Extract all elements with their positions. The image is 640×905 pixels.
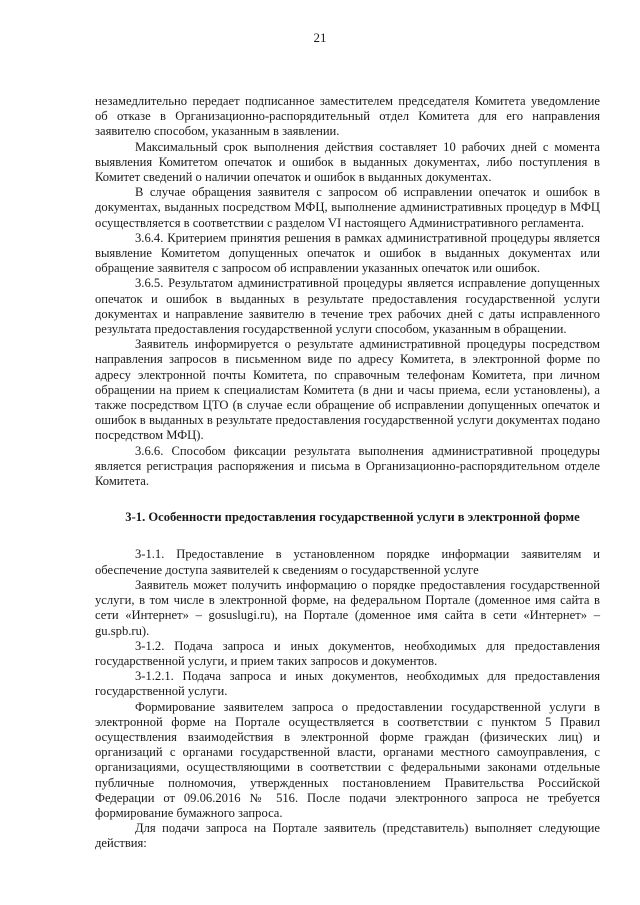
paragraph-3-6-5: 3.6.5. Результатом административной процедуры является исправление допущенных опечаток и ошибок в выданных в результате предоставления государственной услуги документах и направление заявителю в течение трех рабочих дней с даты исправленного результата предоставления государственной услуги способом, указанным в обращении.: [95, 276, 600, 337]
paragraph: Для подачи запроса на Портале заявитель (представитель) выполняет следующие действия:: [95, 821, 600, 851]
paragraph-continuation: незамедлительно передает подписанное заместителем председателя Комитета уведомление об отказе в Организационно-распорядительный отдел Комитета для его направления заявителю способом, указанным в заявлении.: [95, 94, 600, 139]
section-heading: 3-1. Особенности предоставления государственной услуги в электронной форме: [125, 510, 580, 525]
page-number: 21: [313, 30, 327, 45]
paragraph-3-6-4: 3.6.4. Критерием принятия решения в рамках административной процедуры является выявление Комитетом допущенных опечаток и ошибок в выданных документах или обращение заявителя с запросом об исправлении указанных опечаток или ошибок.: [95, 230, 600, 276]
paragraph: Формирование заявителем запроса о предоставлении государственной услуги в электронной форме на Портале осуществляется в соответствии с пунктом 5 Правил осуществления взаимодействия в электронной форме граждан (физических лиц) и организаций с органами государственной власти, органами местного самоуправления, с организациями, осуществляющими в соответствии с федеральными законами отдельные публичные полномочия, утвержденных постановлением Правительства Российской Федерации от 09.06.2016 № 516. После подачи электронного запроса не требуется формирование бумажного запроса.: [95, 699, 600, 820]
paragraph-3-1-2: 3-1.2. Подача запроса и иных документов, необходимых для предоставления государственной услуги, и прием таких запросов и документов.: [95, 638, 600, 668]
paragraph-3-6-6: 3.6.6. Способом фиксации результата выполнения административной процедуры является регистрация распоряжения и письма в Организационно-распорядительном отделе Комитета.: [95, 443, 600, 489]
paragraph: Максимальный срок выполнения действия составляет 10 рабочих дней с момента выявления Комитетом опечаток и ошибок в выданных документах, либо поступления в Комитет сведений о наличии опечаток и ошибок в выданных документах.: [95, 139, 600, 185]
paragraph: Заявитель может получить информацию о порядке предоставления государственной услуги, в том числе в электронной форме, на федеральном Портале (доменное имя сайта в сети «Интернет» – gosuslugi.ru), на Портале (доменное имя сайта в сети «Интернет» – gu.spb.ru).: [95, 577, 600, 638]
paragraph-3-1-1: 3-1.1. Предоставление в установленном порядке информации заявителям и обеспечение доступа заявителей к сведениям о государственной услуге: [95, 547, 600, 577]
paragraph: Заявитель информируется о результате административной процедуры посредством направления запросов в письменном виде по адресу Комитета, в электронной форме по адресу электронной почты Комитета, по справочным телефонам Комитета, при личном обращении на прием к специалистам Комитета (в дни и часы приема, если установлены), а также посредством ЦТО (в случае если обращение об исправлении допущенных опечаток и ошибок в выданных в результате предоставления государственной услуги документах подано посредством МФЦ).: [95, 337, 600, 443]
paragraph-3-1-2-1: 3-1.2.1. Подача запроса и иных документов, необходимых для предоставления государственной услуги.: [95, 669, 600, 699]
document-body: [95, 94, 600, 852]
paragraph: В случае обращения заявителя с запросом об исправлении опечаток и ошибок в документах, выданных посредством МФЦ, выполнение административных процедур в МФЦ осуществляется в соответствии с разделом VI настоящего Административного регламента.: [95, 185, 600, 230]
